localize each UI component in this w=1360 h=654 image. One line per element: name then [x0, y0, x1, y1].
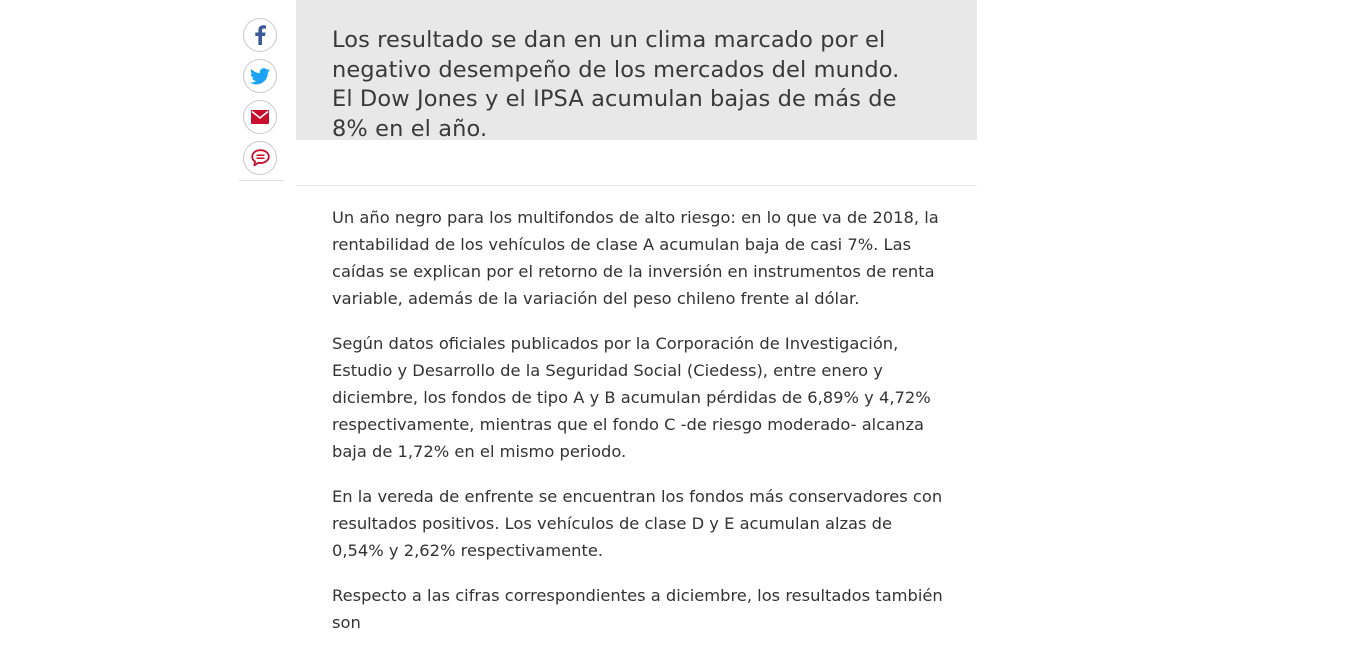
article-paragraph: Según datos oficiales publicados por la Corporación de Investigación, Estudio y Desarrollo de la Seguridad Social (Ciedess), entre enero y diciembre, los fondos de tipo A y B acumulan pérdidas de 6,89% y 4,72% respectivamente, mientras que el fondo C -de riesgo moderado- alcanza baja de 1,72% en el mismo periodo.	[332, 334, 931, 461]
share-rail-divider	[239, 180, 284, 181]
article-paragraph: Un año negro para los multifondos de alto riesgo: en lo que va de 2018, la rentabilidad de los vehículos de clase A acumulan baja de casi 7%. Las caídas se explican por el retorno de la inversión en instrumentos de renta variable, además de la variación del peso chileno frente al dólar.	[332, 208, 939, 308]
comment-icon	[251, 149, 270, 167]
twitter-icon	[250, 68, 270, 85]
email-share-button[interactable]	[243, 100, 277, 134]
section-divider	[296, 185, 977, 186]
twitter-share-button[interactable]	[243, 59, 277, 93]
facebook-icon	[254, 25, 266, 45]
facebook-share-button[interactable]	[243, 18, 277, 52]
article-summary-box	[296, 0, 977, 140]
email-icon	[251, 110, 269, 124]
article-paragraph: En la vereda de enfrente se encuentran los fondos más conservadores con resultados positivos. Los vehículos de clase D y E acumulan alzas de 0,54% y 2,62% respectivamente.	[332, 487, 943, 560]
comment-share-button[interactable]	[243, 141, 277, 175]
article-body	[332, 204, 947, 654]
article-paragraph: Respecto a las cifras correspondientes a diciembre, los resultados también son	[332, 586, 943, 632]
article-summary-text: Los resultado se dan en un clima marcado por el negativo desempeño de los mercados del mundo. El Dow Jones y el IPSA acumulan bajas de más de 8% en el año.	[332, 27, 900, 142]
